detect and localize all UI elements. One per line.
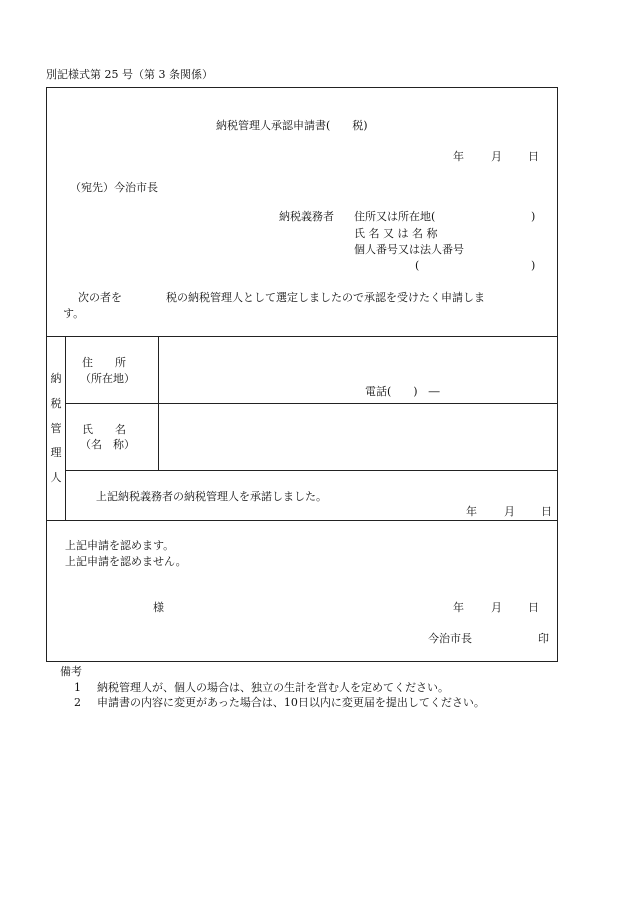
consent-date-year: 年	[466, 505, 477, 518]
request-text-line2: す。	[63, 307, 85, 320]
form-number: 別記様式第 25 号（第 3 条関係）	[46, 68, 213, 81]
taxpayer-number-close: )	[531, 259, 536, 272]
date-month: 月	[491, 150, 502, 163]
manager-address-sublabel: （所在地）	[80, 372, 135, 385]
decision-date-day: 日	[528, 601, 539, 614]
taxpayer-number-open: (	[415, 259, 420, 272]
manager-row-divider	[65, 403, 558, 404]
decision-deny: 上記申請を認めません。	[65, 555, 187, 568]
decision-date-month: 月	[491, 601, 502, 614]
manager-name-label: 氏 名	[82, 423, 126, 436]
manager-consent-text: 上記納税義務者の納税管理人を承諾しました。	[96, 490, 327, 503]
decision-date-year: 年	[453, 601, 464, 614]
manager-consent-divider	[65, 470, 558, 471]
date-day: 日	[528, 150, 539, 163]
note-text: 納税管理人が、個人の場合は、独立の生計を営む人を定めてください。	[97, 681, 449, 694]
taxpayer-label: 納税義務者	[279, 210, 334, 223]
form-title: 納税管理人承認申請書( 税)	[216, 119, 368, 132]
decision-honorific: 様	[153, 601, 164, 614]
manager-name-sublabel: （名 称）	[80, 438, 135, 451]
taxpayer-address-label: 住所又は所在地(	[354, 210, 436, 223]
taxpayer-address-close: )	[531, 210, 536, 223]
manager-side-divider	[65, 336, 66, 521]
manager-address-field[interactable]	[160, 345, 556, 381]
request-text-line1: 次の者を 税の納税管理人として選定しましたので承認を受けたく申請しま	[78, 291, 485, 304]
section-divider	[46, 336, 558, 337]
note-text: 申請書の内容に変更があった場合は、10日以内に変更届を提出してください。	[97, 696, 485, 709]
decision-seal: 印	[538, 632, 549, 645]
manager-name-field[interactable]	[160, 406, 556, 468]
consent-date-day: 日	[541, 505, 552, 518]
side-char: 納	[50, 372, 62, 385]
note-number: 1	[74, 681, 81, 694]
manager-phone: 電話( ) ―	[365, 385, 440, 398]
taxpayer-name-label: 氏 名 又 は 名 称	[354, 227, 438, 240]
side-char: 管	[50, 422, 62, 435]
note-number: 2	[74, 696, 81, 709]
date-year: 年	[453, 150, 464, 163]
manager-address-label: 住 所	[82, 356, 126, 369]
notes-heading: 備考	[60, 665, 82, 678]
addressee: （宛先）今治市長	[70, 181, 158, 194]
decision-divider	[46, 520, 558, 521]
side-char: 理	[50, 446, 62, 459]
taxpayer-number-label: 個人番号又は法人番号	[354, 243, 464, 256]
decision-mayor: 今治市長	[428, 632, 472, 645]
side-char: 人	[50, 471, 62, 484]
decision-approve: 上記申請を認めます。	[65, 539, 175, 552]
side-char: 税	[50, 397, 62, 410]
consent-date-month: 月	[504, 505, 515, 518]
